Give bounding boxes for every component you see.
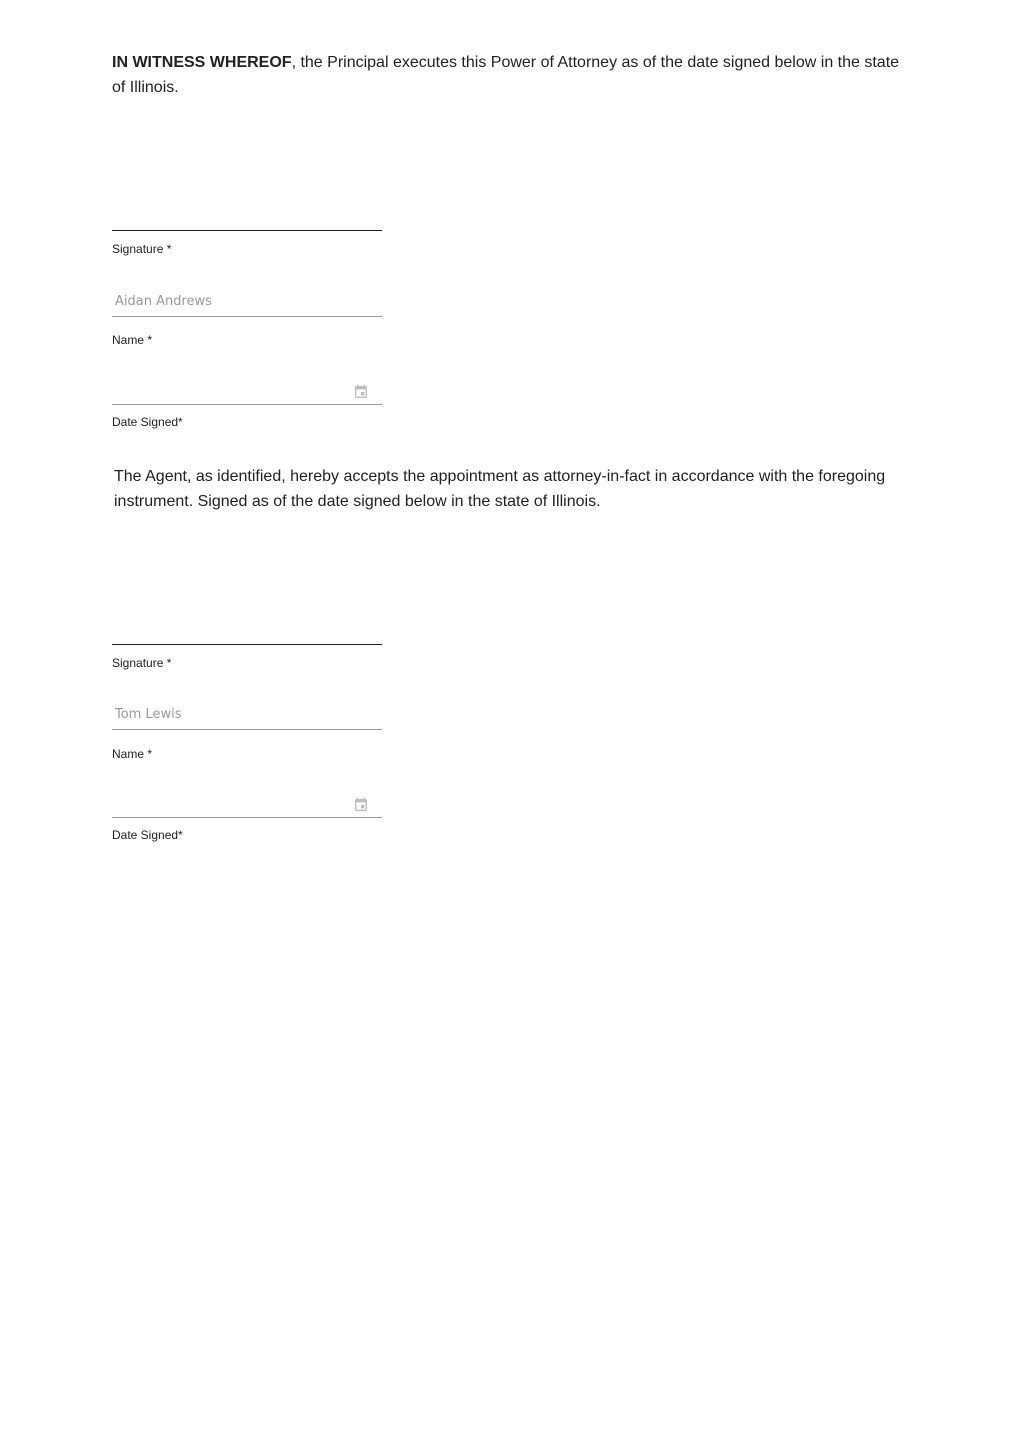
principal-name-input[interactable] bbox=[112, 287, 382, 317]
principal-date-label: Date Signed* bbox=[112, 415, 183, 429]
agent-signature-pad[interactable] bbox=[112, 534, 382, 645]
principal-signature-label: Signature * bbox=[112, 242, 172, 256]
agent-date-input[interactable] bbox=[112, 788, 382, 818]
principal-witness-paragraph bbox=[112, 50, 912, 100]
agent-name-label: Name * bbox=[112, 747, 153, 761]
agent-date-field bbox=[112, 788, 382, 848]
calendar-icon[interactable] bbox=[353, 797, 369, 813]
principal-signature-pad[interactable] bbox=[112, 120, 382, 231]
principal-date-field bbox=[112, 375, 382, 435]
principal-name-label: Name * bbox=[112, 333, 153, 347]
agent-name-input[interactable] bbox=[112, 700, 382, 730]
principal-date-input[interactable] bbox=[112, 375, 382, 405]
agent-signature-field bbox=[112, 534, 382, 674]
calendar-icon[interactable] bbox=[353, 384, 369, 400]
principal-signature-field bbox=[112, 120, 382, 260]
witness-text: , the Principal executes this Power of Attorney as of the date signed below in the state of Illinois. bbox=[112, 54, 900, 96]
agent-name-field bbox=[112, 700, 382, 770]
agent-date-label: Date Signed* bbox=[112, 828, 183, 842]
agent-signature-label: Signature * bbox=[112, 656, 172, 670]
agent-acceptance-paragraph: The Agent, as identified, hereby accepts the appointment as attorney-in-fact in accordance with the foregoing instrument. Signed as of the date signed below in the state of Illinois. bbox=[114, 468, 886, 510]
witness-heading: IN WITNESS WHEREOF bbox=[112, 54, 292, 71]
principal-name-field bbox=[112, 287, 382, 357]
